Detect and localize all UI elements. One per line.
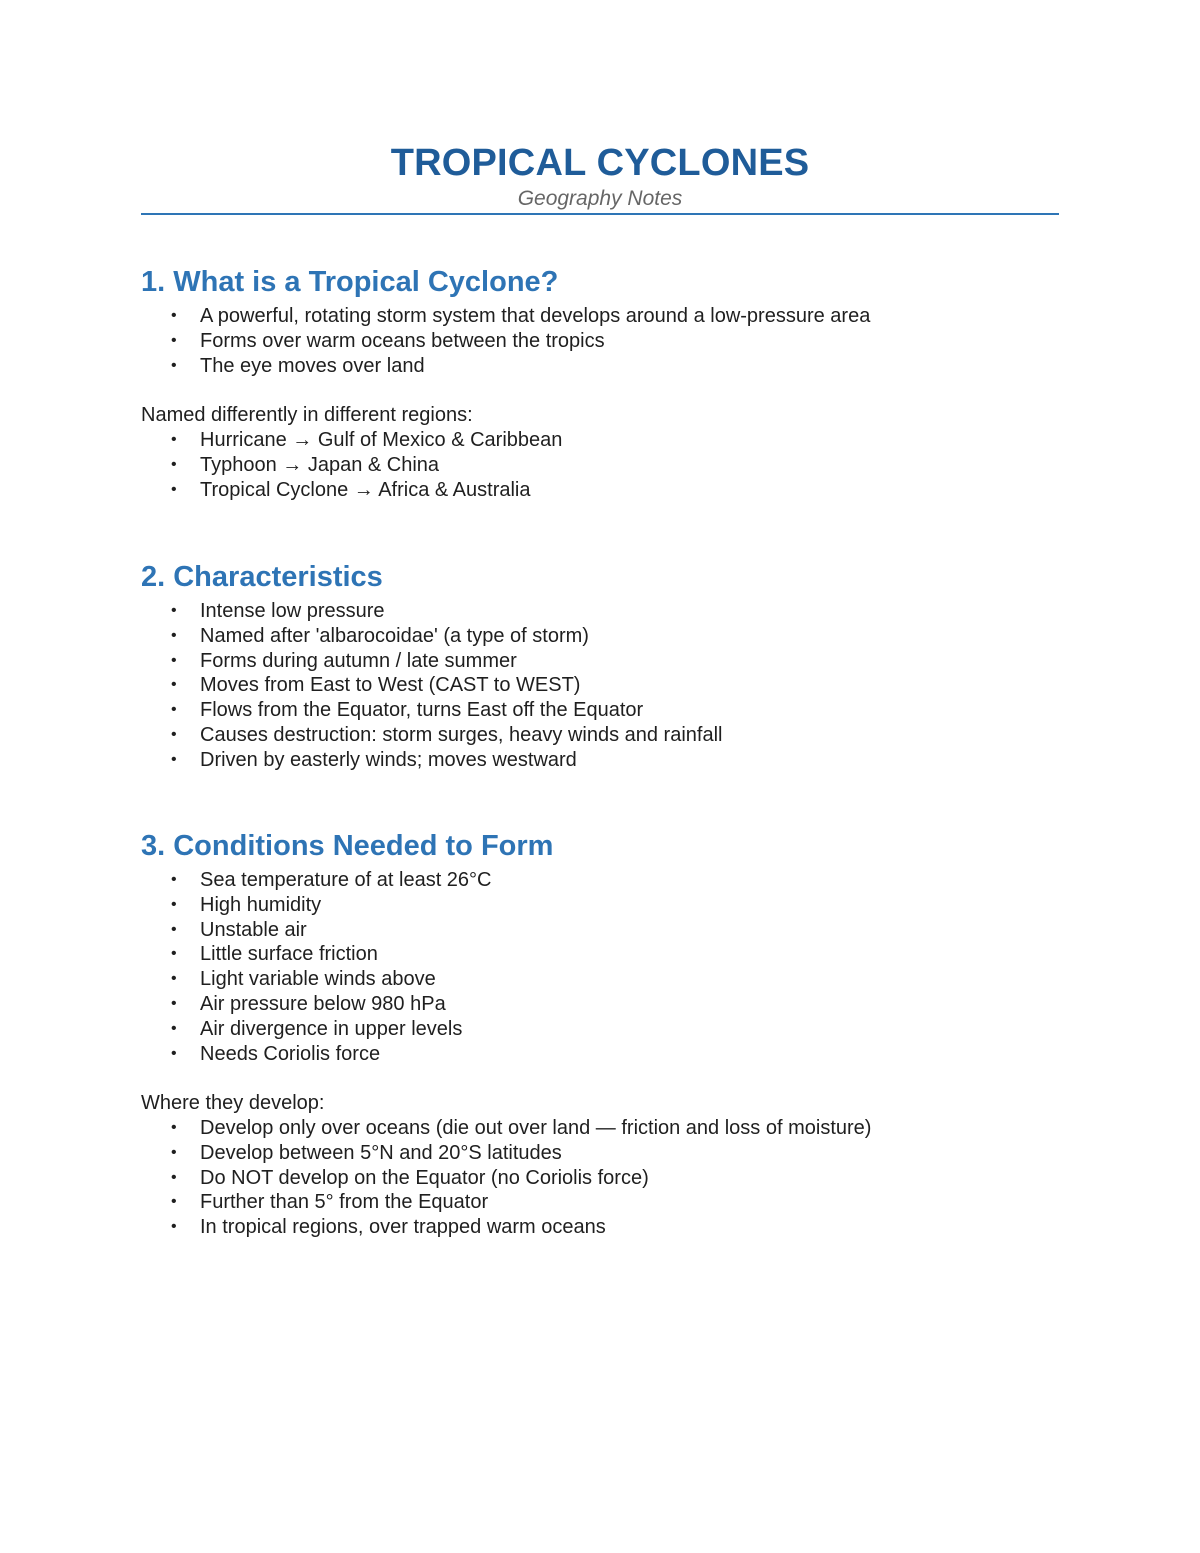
list-item-text: Causes destruction: storm surges, heavy winds and rainfall xyxy=(200,723,723,746)
sub-list-lead: Where they develop: xyxy=(141,1092,325,1115)
bullet-icon: • xyxy=(171,356,177,374)
bullet-list xyxy=(141,428,1059,502)
bullet-icon: • xyxy=(171,430,177,448)
list-item xyxy=(141,967,1059,992)
list-item xyxy=(141,942,1059,967)
bullet-icon: • xyxy=(171,651,177,669)
list-item-text: Light variable winds above xyxy=(200,968,436,991)
section-heading: 3. Conditions Needed to Form xyxy=(141,830,554,862)
list-item-text: Flows from the Equator, turns East off the Equator xyxy=(200,699,644,722)
list-item xyxy=(141,698,1059,723)
section-what-is xyxy=(141,265,1059,502)
list-item xyxy=(141,1166,1059,1191)
bullet-icon: • xyxy=(171,1143,177,1161)
bullet-icon: • xyxy=(171,920,177,938)
list-item-text: Moves from East to West (CAST to WEST) xyxy=(200,674,581,697)
list-item xyxy=(141,868,1059,893)
bullet-icon: • xyxy=(171,676,177,694)
bullet-icon: • xyxy=(171,725,177,743)
list-item-text: Driven by easterly winds; moves westward xyxy=(200,748,577,771)
bullet-icon: • xyxy=(171,701,177,719)
list-item xyxy=(141,1141,1059,1166)
list-item-text: Needs Coriolis force xyxy=(200,1042,381,1065)
list-item xyxy=(141,453,1059,478)
document-subtitle: Geography Notes xyxy=(517,187,683,210)
list-item xyxy=(141,673,1059,698)
bullet-list xyxy=(141,304,1059,378)
bullet-icon: • xyxy=(171,1118,177,1136)
list-item xyxy=(141,1017,1059,1042)
bullet-icon: • xyxy=(171,895,177,913)
bullet-icon: • xyxy=(171,455,177,473)
bullet-icon: • xyxy=(171,1218,177,1236)
list-item xyxy=(141,649,1059,674)
list-item-text: High humidity xyxy=(200,893,322,916)
list-item xyxy=(141,748,1059,773)
list-item xyxy=(141,354,1059,379)
list-item-text: Do NOT develop on the Equator (no Coriolis force) xyxy=(200,1166,649,1189)
list-item-text: Tropical Cyclone → Africa & Australia xyxy=(200,478,531,501)
bullet-list xyxy=(141,868,1059,1066)
list-item-text: A powerful, rotating storm system that develops around a low-pressure area xyxy=(200,305,871,327)
list-item xyxy=(141,893,1059,918)
section-heading: 2. Characteristics xyxy=(141,561,383,593)
bullet-icon: • xyxy=(171,307,177,324)
list-item-text: Little surface friction xyxy=(200,943,378,966)
list-item-text: Sea temperature of at least 26°C xyxy=(200,869,492,891)
bullet-icon: • xyxy=(171,1193,177,1211)
bullet-icon: • xyxy=(171,945,177,963)
list-item-text: In tropical regions, over trapped warm oceans xyxy=(200,1216,606,1239)
list-item xyxy=(141,1190,1059,1215)
document-header xyxy=(141,140,1059,212)
list-item xyxy=(141,723,1059,748)
list-item-text: Forms during autumn / late summer xyxy=(200,649,517,672)
bullet-list xyxy=(141,1116,1059,1240)
bullet-icon: • xyxy=(171,871,177,888)
list-item xyxy=(141,1116,1059,1141)
list-item xyxy=(141,1215,1059,1240)
bullet-icon: • xyxy=(171,1168,177,1186)
list-item xyxy=(141,1042,1059,1067)
list-item-text: Develop only over oceans (die out over land — friction and loss of moisture) xyxy=(200,1116,872,1139)
bullet-icon: • xyxy=(171,331,177,349)
list-item xyxy=(141,599,1059,624)
bullet-icon: • xyxy=(171,1019,177,1037)
list-item xyxy=(141,329,1059,354)
bullet-icon: • xyxy=(171,602,177,619)
list-item xyxy=(141,304,1059,329)
list-item xyxy=(141,624,1059,649)
sub-list-lead: Named differently in different regions: xyxy=(141,404,473,427)
list-item-text: Forms over warm oceans between the tropics xyxy=(200,329,605,352)
list-item-text: Further than 5° from the Equator xyxy=(200,1191,489,1214)
list-item xyxy=(141,992,1059,1017)
list-item-text: Develop between 5°N and 20°S latitudes xyxy=(200,1141,562,1164)
bullet-icon: • xyxy=(171,750,177,768)
bullet-icon: • xyxy=(171,994,177,1012)
bullet-icon: • xyxy=(171,970,177,988)
bullet-icon: • xyxy=(171,1044,177,1062)
list-item xyxy=(141,428,1059,453)
bullet-icon: • xyxy=(171,480,177,498)
list-item-text: Air divergence in upper levels xyxy=(200,1017,463,1040)
list-item-text: Hurricane → Gulf of Mexico & Caribbean xyxy=(200,428,563,451)
list-item xyxy=(141,478,1059,503)
bullet-list xyxy=(141,599,1059,773)
section-conditions xyxy=(141,829,1059,1240)
bullet-icon: • xyxy=(171,626,177,644)
list-item-text: Air pressure below 980 hPa xyxy=(200,992,446,1015)
list-item xyxy=(141,918,1059,943)
section-heading: 1. What is a Tropical Cyclone? xyxy=(141,266,559,298)
header-divider xyxy=(141,213,1059,215)
list-item-text: Intense low pressure xyxy=(200,600,385,622)
list-item-text: Unstable air xyxy=(200,918,307,941)
list-item-text: Typhoon → Japan & China xyxy=(200,453,440,476)
document-title: TROPICAL CYCLONES xyxy=(390,142,810,184)
list-item-text: Named after 'albarocoidae' (a type of storm) xyxy=(200,624,589,647)
list-item-text: The eye moves over land xyxy=(200,354,425,377)
section-characteristics xyxy=(141,560,1059,773)
